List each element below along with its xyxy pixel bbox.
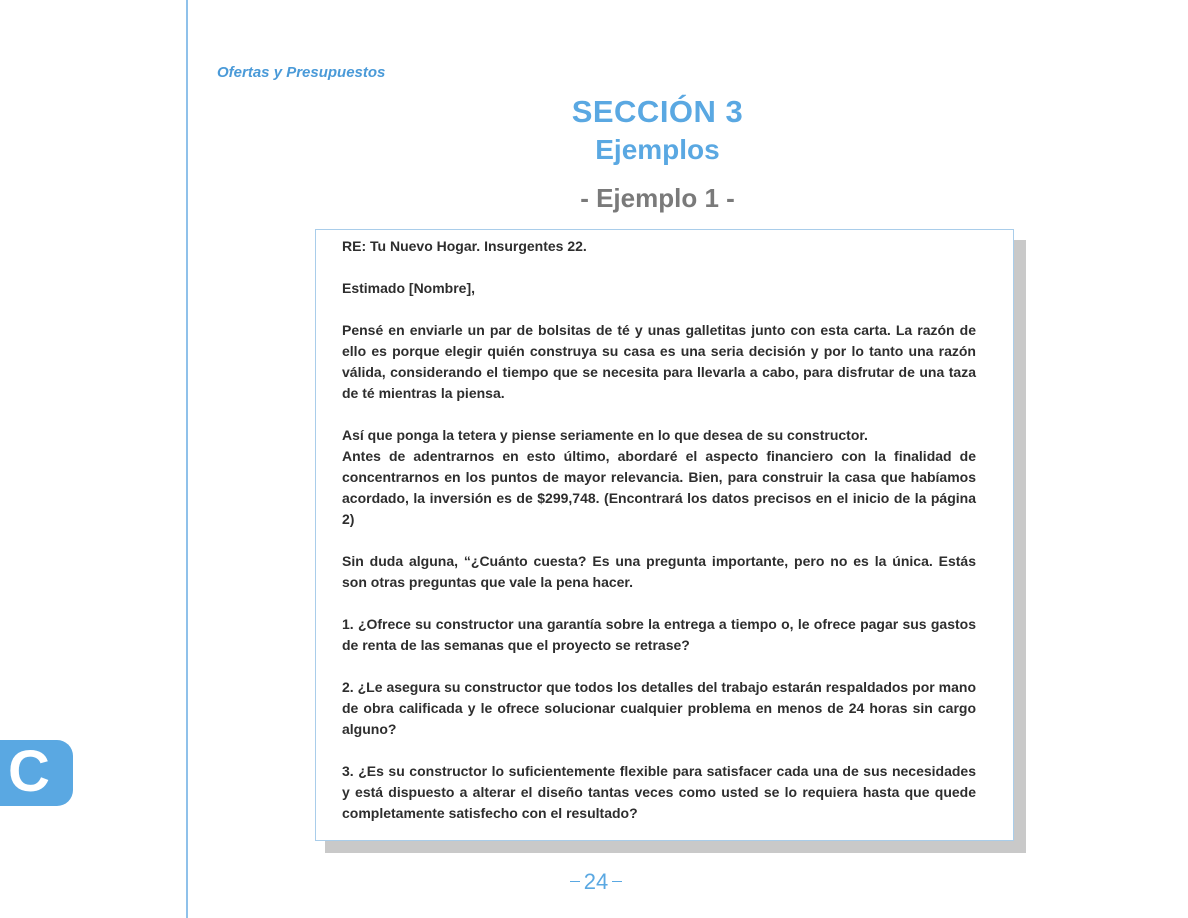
chapter-tab (0, 740, 73, 806)
letter-subject: RE: Tu Nuevo Hogar. Insurgentes 22. (342, 238, 587, 254)
margin-rule (186, 0, 188, 918)
letter-question-2: 2. ¿Le asegura su constructor que todos los detalles del trabajo estarán respaldados por mano de obra calificada y le ofrece solucionar cualquier problema en menos de 24 horas sin cargo alguno? (342, 679, 976, 737)
page-number-dash-right (612, 881, 622, 882)
letter-paragraph: Antes de adentrarnos en esto último, abordaré el aspecto financiero con la finalidad de concentrarnos en los puntos de mayor relevancia. Bien, para construir la casa que habíamos acordado, la inversión es de $299,748. (Encontrará los datos precisos en el inicio de la página 2) (342, 448, 976, 527)
letter-paragraph: Así que ponga la tetera y piense seriamente en lo que desea de su constructor. (342, 427, 868, 443)
section-title: SECCIÓN 3 (571, 94, 744, 129)
letter-box (315, 229, 1014, 841)
letter-paragraph: Sin duda alguna, “¿Cuánto cuesta? Es una pregunta importante, pero no es la única. Estás son otras preguntas que vale la pena hacer. (342, 553, 976, 590)
letter-question-3: 3. ¿Es su constructor lo suficientemente flexible para satisfacer cada una de sus necesidades y está dispuesto a alterar el diseño tantas veces como usted se lo requiera hasta que quede completamente satisfecho con el resultado? (342, 763, 976, 821)
letter-question-1: 1. ¿Ofrece su constructor una garantía sobre la entrega a tiempo o, le ofrece pagar sus gastos de renta de las semanas que el proyecto se retrase? (342, 616, 976, 653)
letter-paragraph: Pensé en enviarle un par de bolsitas de té y unas galletitas junto con esta carta. La razón de ello es porque elegir quién construya su casa es una seria decisión y por lo tanto una razón válida, considerando el tiempo que se necesita para llevarla a cabo, para disfrutar de una taza de té mientras la piensa. (342, 322, 976, 401)
page-number (568, 869, 624, 895)
example-title: - Ejemplo 1 - (580, 183, 735, 213)
section-subtitle: Ejemplos (595, 134, 720, 165)
section-label: Ofertas y Presupuestos (217, 64, 386, 81)
letter-greeting: Estimado [Nombre], (342, 280, 476, 296)
page-number-dash-left (570, 881, 580, 882)
chapter-tab-letter: C (8, 739, 50, 804)
page-number-value: 24 (583, 869, 609, 894)
